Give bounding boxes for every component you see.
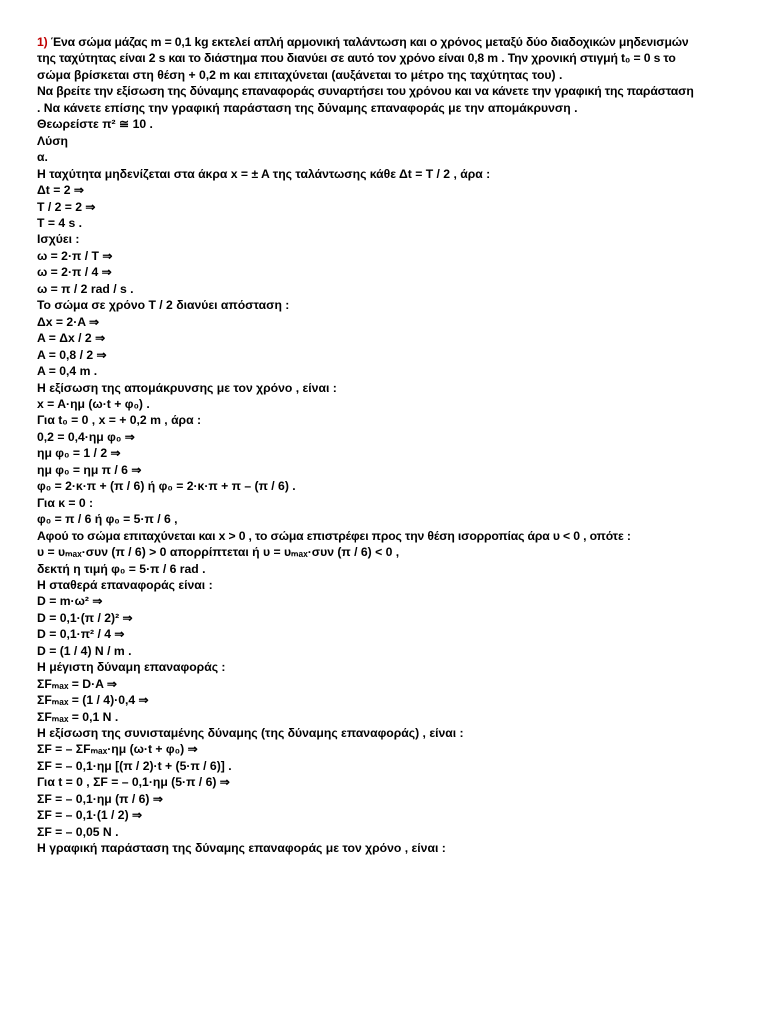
- solution-part-label: α.: [37, 150, 48, 165]
- problem-number: 1): [37, 35, 48, 49]
- solution-line: Η σταθερά επαναφοράς είναι :: [37, 577, 213, 592]
- solution-line: A = 0,4 m .: [37, 364, 98, 379]
- solution-line: Δx = 2·A ⇒: [37, 314, 100, 329]
- solution-line: A = 0,8 / 2 ⇒: [37, 347, 107, 362]
- solution-line: D = m·ω² ⇒: [37, 594, 103, 609]
- solution-line: ΣF = – 0,1·(1 / 2) ⇒: [37, 808, 143, 823]
- problem-line-3: σώμα βρίσκεται στη θέση + 0,2 m και επιταχύνεται (αυξάνεται το μέτρο της ταχύτητας του) .: [37, 67, 563, 82]
- problem-line-5: . Να κάνετε επίσης την γραφική παράσταση της δύναμης επαναφοράς με την απομάκρυνση .: [37, 100, 578, 115]
- solution-line: ημ φ₀ = ημ π / 6 ⇒: [37, 462, 142, 477]
- solution-line: φ₀ = 2·κ·π + (π / 6) ή φ₀ = 2·κ·π + π – (π / 6) .: [37, 479, 296, 494]
- problem-line-4: Να βρείτε την εξίσωση της δύναμης επαναφοράς συναρτήσει του χρόνου και να κάνετε την γραφική της παράσταση: [37, 84, 694, 99]
- solution-line: ω = π / 2 rad / s .: [37, 281, 134, 296]
- solution-line: 0,2 = 0,4·ημ φ₀ ⇒: [37, 429, 135, 444]
- solution-line: Για κ = 0 :: [37, 495, 94, 510]
- solution-line: ω = 2·π / 4 ⇒: [37, 265, 112, 280]
- solution-line: φ₀ = π / 6 ή φ₀ = 5·π / 6 ,: [37, 512, 178, 527]
- solution-line: Η ταχύτητα μηδενίζεται στα άκρα x = ± A της ταλάντωσης κάθε Δt = T / 2 , άρα :: [37, 166, 491, 181]
- solution-line: ΣF = – 0,1·ημ [(π / 2)·t + (5·π / 6)] .: [37, 758, 232, 773]
- solution-line: Για t₀ = 0 , x = + 0,2 m , άρα :: [37, 413, 202, 428]
- solution-line: Το σώμα σε χρόνο T / 2 διανύει απόσταση :: [37, 298, 290, 313]
- solution-line: ΣFₘₐₓ = D·A ⇒: [37, 676, 118, 691]
- solution-line: ΣFₘₐₓ = (1 / 4)·0,4 ⇒: [37, 693, 149, 708]
- solution-line: Η γραφική παράσταση της δύναμης επαναφοράς με τον χρόνο , είναι :: [37, 841, 446, 856]
- solution-line: ΣFₘₐₓ = 0,1 N .: [37, 709, 119, 724]
- solution-line: δεκτή η τιμή φ₀ = 5·π / 6 rad .: [37, 561, 206, 576]
- solution-line: D = 0,1·π² / 4 ⇒: [37, 627, 125, 642]
- solution-line: D = (1 / 4) N / m .: [37, 643, 132, 658]
- solution-line: Η μέγιστη δύναμη επαναφοράς :: [37, 660, 226, 675]
- solution-line: Δt = 2 ⇒: [37, 183, 85, 198]
- solution-line: υ = υₘₐₓ·συν (π / 6) > 0 απορρίπτεται ή υ = υₘₐₓ·συν (π / 6) < 0 ,: [37, 545, 400, 560]
- solution-line: T = 4 s .: [37, 215, 83, 230]
- problem-line-2: της ταχύτητας είναι 2 s και το διάστημα που διανύει σε αυτό τον χρόνο είναι 0,8 m . Την χρονική στιγμή t₀ = 0 s το: [37, 51, 676, 66]
- solution-line: ΣF = – 0,05 N .: [37, 824, 119, 839]
- solution-line: D = 0,1·(π / 2)² ⇒: [37, 610, 133, 625]
- solution-line: T / 2 = 2 ⇒: [37, 199, 96, 214]
- solution-line: Η εξίσωση της συνισταμένης δύναμης (της δύναμης επαναφοράς) , είναι :: [37, 726, 464, 741]
- solution-title: Λύση: [37, 133, 69, 148]
- solution-line: ημ φ₀ = 1 / 2 ⇒: [37, 446, 121, 461]
- solution-line: Αφού το σώμα επιταχύνεται και x > 0 , το σώμα επιστρέφει προς την θέση ισορροπίας άρα υ < 0 , οπότε :: [37, 528, 631, 543]
- solution-line: A = Δx / 2 ⇒: [37, 331, 106, 346]
- solution-line: ω = 2·π / T ⇒: [37, 248, 113, 263]
- solution-line: x = A·ημ (ω·t + φ₀) .: [37, 396, 150, 411]
- solution-line: ΣF = – 0,1·ημ (π / 6) ⇒: [37, 791, 164, 806]
- problem-line-1: 1) Ένα σώμα μάζας m = 0,1 kg εκτελεί απλή αρμονική ταλάντωση και ο χρόνος μεταξύ δύο διαδοχικών μηδενισμών: [37, 35, 689, 49]
- problem-line-6: Θεωρείστε π² ≅ 10 .: [37, 117, 153, 132]
- solution-line: Ισχύει :: [37, 232, 80, 247]
- solution-line: Η εξίσωση της απομάκρυνσης με τον χρόνο , είναι :: [37, 380, 337, 395]
- solution-line: Για t = 0 , ΣF = – 0,1·ημ (5·π / 6) ⇒: [37, 775, 231, 790]
- solution-line: ΣF = – ΣFₘₐₓ·ημ (ω·t + φ₀) ⇒: [37, 742, 198, 757]
- document-page: [37, 34, 737, 857]
